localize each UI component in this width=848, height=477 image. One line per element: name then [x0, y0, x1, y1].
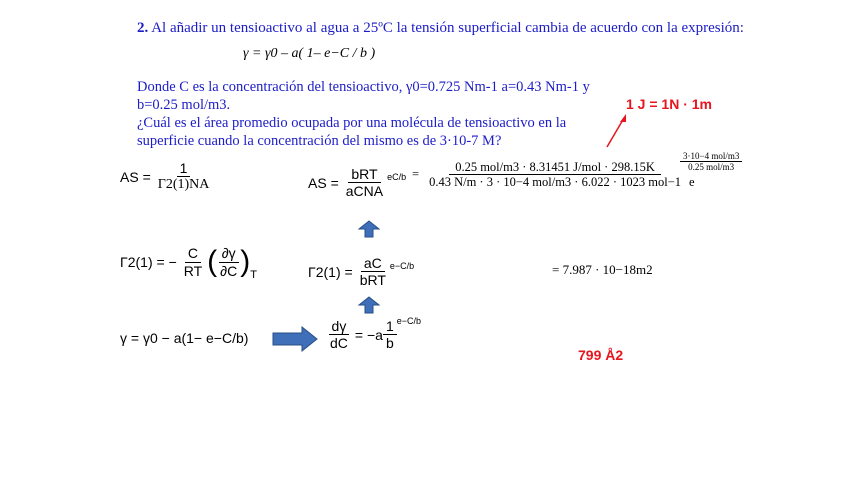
derivative-equation [327, 318, 421, 351]
as-def-fraction [155, 160, 213, 193]
gamma-res-fraction [357, 255, 389, 288]
szyszkowski-equation: γ = γ0 − a(1− e−C/b) [120, 330, 249, 346]
as-den-value: 0.43 N/m · 3 · 10−4 mol/m3 · 6.022 · 1023 mol−1 [429, 175, 681, 190]
problem-line-2: b=0.25 mol/m3. [137, 97, 231, 113]
gamma-def-lhs: Γ2(1) = − [120, 254, 177, 270]
answer-note: 799 Å2 [578, 347, 624, 363]
deriv-lhs-den: dC [330, 335, 348, 352]
as-exponent [680, 151, 742, 173]
problem-number: 2. [137, 20, 149, 36]
problem-text: Al añadir un tensioactivo al agua a 25ºC la tensión superficial cambia de acuerdo con la expresión: [151, 20, 744, 36]
left-paren: ( [207, 245, 218, 278]
problem-expression: γ = γ0 – a( 1– e−C / b ) [243, 46, 376, 61]
as-res-lhs: AS = [308, 174, 339, 191]
as-res-fraction [343, 166, 386, 199]
problem-line-1: Donde C es la concentración del tensioactivo, γ0=0.725 Nm-1 a=0.43 Nm-1 y [137, 79, 590, 95]
as-def-lhs: AS = [120, 168, 151, 185]
deriv-lhs-num: dγ [329, 318, 350, 335]
right-block-arrow [272, 326, 318, 352]
gamma-def-derivative [217, 245, 240, 278]
as-exp-den: 0.25 mol/m3 [688, 162, 735, 173]
as-res-den: aCNA [345, 183, 384, 200]
gamma-res-num: aC [361, 255, 385, 272]
deriv-rhs-fraction [383, 318, 397, 351]
numeric-substitution [412, 160, 695, 190]
gamma-result [308, 255, 414, 288]
gamma-def-fraction [181, 245, 205, 278]
deriv-rhs: = −a [354, 326, 383, 343]
gamma-res-exp: e−C/b [389, 261, 415, 271]
equals-sign: = [412, 167, 420, 182]
as-exp-fraction [680, 151, 742, 173]
as-result [308, 166, 406, 199]
as-exp-num: 3·10−4 mol/m3 [680, 151, 742, 162]
note-arrow [603, 112, 629, 150]
joule-note: 1 J = 1N · 1m [626, 96, 712, 112]
right-paren: ) [240, 245, 251, 278]
as-definition [120, 160, 212, 193]
gamma-def-sub: T [250, 269, 257, 281]
gamma-def-deriv-num: ∂γ [219, 245, 239, 262]
gamma-res-lhs: Γ2(1) = [308, 263, 353, 280]
problem-line-4: superficie cuando la concentración del mismo es de 3·10-7 M? [137, 133, 502, 149]
deriv-rhs-den: b [385, 335, 394, 352]
problem-line-3: ¿Cuál es el área promedio ocupada por una molécula de tensioactivo en la [137, 115, 567, 131]
as-res-exp: eC/b [387, 172, 407, 182]
as-res-num: bRT [348, 166, 380, 183]
numeric-result: = 7.987 · 10−18m2 [552, 262, 653, 277]
as-def-num: 1 [177, 160, 191, 177]
deriv-rhs-exp: e−C/b [396, 316, 422, 326]
gamma-def-deriv-den: ∂C [220, 262, 238, 279]
gamma-definition [120, 245, 257, 279]
up-arrow-bottom [358, 296, 380, 314]
gamma-def-den: RT [183, 262, 203, 279]
deriv-lhs-fraction [327, 318, 351, 351]
as-num-value: 0.25 mol/m3 · 8.31451 J/mol · 298.15K [449, 160, 661, 175]
gamma-def-num: C [185, 245, 201, 262]
problem-statement [137, 20, 744, 37]
deriv-rhs-num: 1 [383, 318, 397, 335]
up-arrow-top [358, 220, 380, 238]
problem-details [137, 78, 590, 150]
e-base: e [689, 174, 695, 189]
gamma-res-den: bRT [359, 272, 386, 289]
as-value-fraction [423, 160, 687, 190]
as-def-den: Γ2(1)NA [157, 177, 210, 193]
